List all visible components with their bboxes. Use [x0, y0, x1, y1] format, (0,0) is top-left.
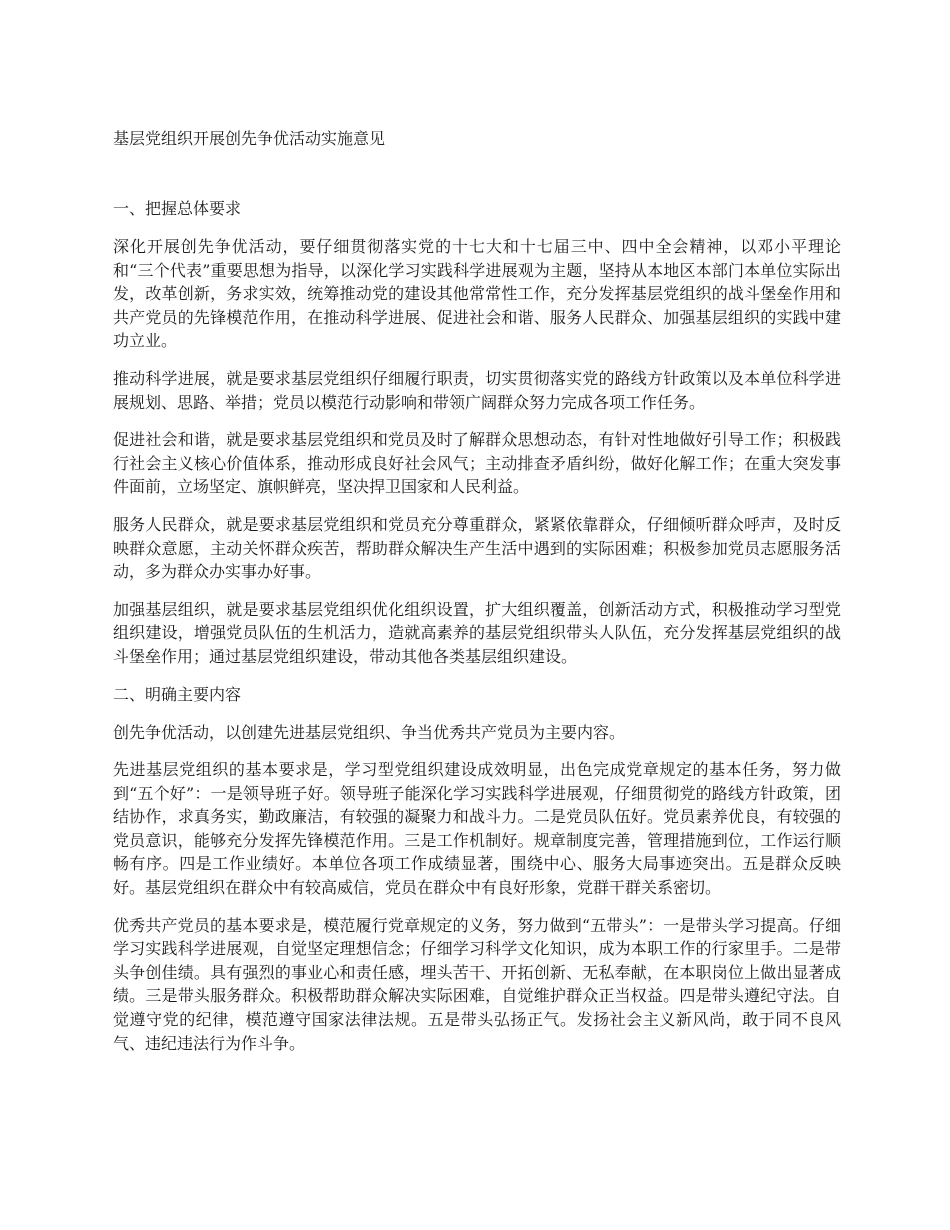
section-heading-2: 二、明确主要内容: [113, 684, 242, 704]
paragraph-strengthen-organization: 加强基层组织，就是要求基层党组织优化组织设置，扩大组织覆盖，创新活动方式，积极推动学习型党组织建设，增强党员队伍的生机活力，造就高素养的基层党组织带头人队伍，充分发挥基层党组织的战斗堡垒作用；通过基层党组织建设，带动其他各类基层组织建设。: [113, 599, 841, 666]
paragraph-social-harmony: 促进社会和谐，就是要求基层党组织和党员及时了解群众思想动态，有针对性地做好引导工作；积极践行社会主义核心价值体系，推动形成良好社会风气；主动排查矛盾纠纷，做好化解工作；在重大突发事件面前，立场坚定、旗帜鲜亮，坚决捍卫国家和人民利益。: [113, 430, 841, 497]
paragraph-scientific-development: 推动科学进展，就是要求基层党组织仔细履行职责，切实贯彻落实党的路线方针政策以及本单位科学进展规划、思路、举措；党员以模范行动影响和带领广阔群众努力完成各项工作任务。: [113, 368, 841, 412]
paragraph-overall-requirements: 深化开展创先争优活动，要仔细贯彻落实党的十七大和十七届三中、四中全会精神，以邓小平理论和“三个代表”重要思想为指导，以深化学习实践科学进展观为主题，坚持从本地区本部门本单位实际出发，改革创新，务求实效，统筹推动党的建设其他常常性工作，充分发挥基层党组织的战斗堡垒作用和共产党员的先锋模范作用，在推动科学进展、促进社会和谐、服务人民群众、加强基层组织的实践中建功立业。: [113, 237, 841, 351]
document-body: [113, 197, 841, 1069]
section-heading-1: 一、把握总体要求: [113, 199, 242, 218]
paragraph-excellent-member: 优秀共产党员的基本要求是，模范履行党章规定的义务，努力做到“五带头”：一是带头学习提高。仔细学习实践科学进展观，自觉坚定理想信念；仔细学习科学文化知识，成为本职工作的行家里手。二是带头争创佳绩。具有强烈的事业心和责任感，埋头苦干、开拓创新、无私奉献，在本职岗位上做出显著成绩。三是带头服务群众。积极帮助群众解决实际困难，自觉维护群众正当权益。四是带头遵纪守法。自觉遵守党的纪律，模范遵守国家法律法规。五是带头弘扬正气。发扬社会主义新风尚，敢于同不良风气、违纪违法行为作斗争。: [113, 915, 841, 1053]
paragraph-main-content: 创先争优活动，以创建先进基层党组织、争当优秀共产党员为主要内容。: [113, 722, 626, 742]
document-title: 基层党组织开展创先争优活动实施意见: [113, 129, 386, 148]
paragraph-serve-people: 服务人民群众，就是要求基层党组织和党员充分尊重群众，紧紧依靠群众，仔细倾听群众呼声，及时反映群众意愿，主动关怀群众疾苦，帮助群众解决生产生活中遇到的实际困难；积极参加党员志愿服务活动，多为群众办实事办好事。: [113, 514, 841, 582]
paragraph-advanced-organization: 先进基层党组织的基本要求是，学习型党组织建设成效明显，出色完成党章规定的基本任务，努力做到“五个好”：一是领导班子好。领导班子能深化学习实践科学进展观，仔细贯彻党的路线方针政策，团结协作，求真务实，勤政廉洁，有较强的凝聚力和战斗力。二是党员队伍好。党员素养优良，有较强的党员意识，能够充分发挥先锋模范作用。三是工作机制好。规章制度完善，管理措施到位，工作运行顺畅有序。四是工作业绩好。本单位各项工作成绩显著，围绕中心、服务大局事迹突出。五是群众反映好。基层党组织在群众中有较高威信，党员在群众中有良好形象，党群干群关系密切。: [113, 760, 841, 898]
